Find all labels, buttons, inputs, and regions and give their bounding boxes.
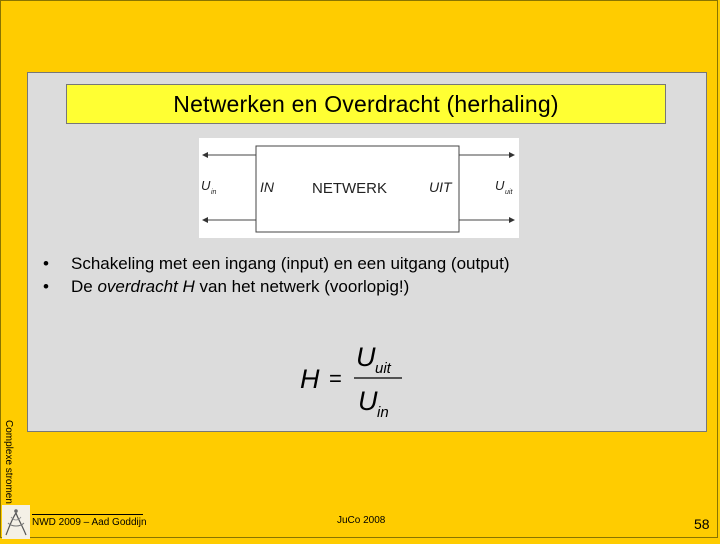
u-uit-subscript: uit [505,189,513,196]
footer-course: JuCo 2008 [337,515,386,526]
formula-equals: = [329,366,342,391]
bullet-text-italic: overdracht H [97,277,195,296]
network-diagram [199,138,519,238]
bullet-text-suffix: van het netwerk (voorlopig!) [194,277,410,296]
numerator-subscript: uit [375,360,391,377]
u-in-subscript: in [211,189,217,196]
in-label: IN [260,179,274,195]
bullet-item-1 [43,252,603,275]
footer-divider [32,514,143,515]
denominator-u: U [358,386,378,416]
title-box [66,84,666,124]
bullet-marker: • [43,277,49,296]
side-label-text: Complexe stromen [3,420,14,504]
denominator-subscript: in [377,404,389,421]
logo-svg [2,505,30,539]
slide-title: Netwerken en Overdracht (herhaling) [173,90,559,117]
transfer-formula [298,340,408,430]
footer-author: NWD 2009 – Aad Goddijn [32,517,147,528]
uit-label: UIT [429,179,452,195]
bullet-text: Schakeling met een ingang (input) en een uitgang (output) [71,254,510,273]
formula-svg [298,340,408,430]
bullet-list [43,252,603,298]
u-uit-symbol: U [495,178,505,193]
network-diagram-svg [199,138,519,238]
u-in-symbol: U [201,178,211,193]
logo-icon [2,505,30,539]
bullet-text-prefix: De [71,277,98,296]
bullet-item-2 [43,275,603,298]
bullet-text [71,275,603,298]
side-label [0,420,14,504]
page-number: 58 [694,516,710,532]
numerator-u: U [356,342,376,372]
bullet-marker: • [43,254,49,273]
network-label: NETWERK [312,180,387,197]
formula-h: H [300,364,320,394]
